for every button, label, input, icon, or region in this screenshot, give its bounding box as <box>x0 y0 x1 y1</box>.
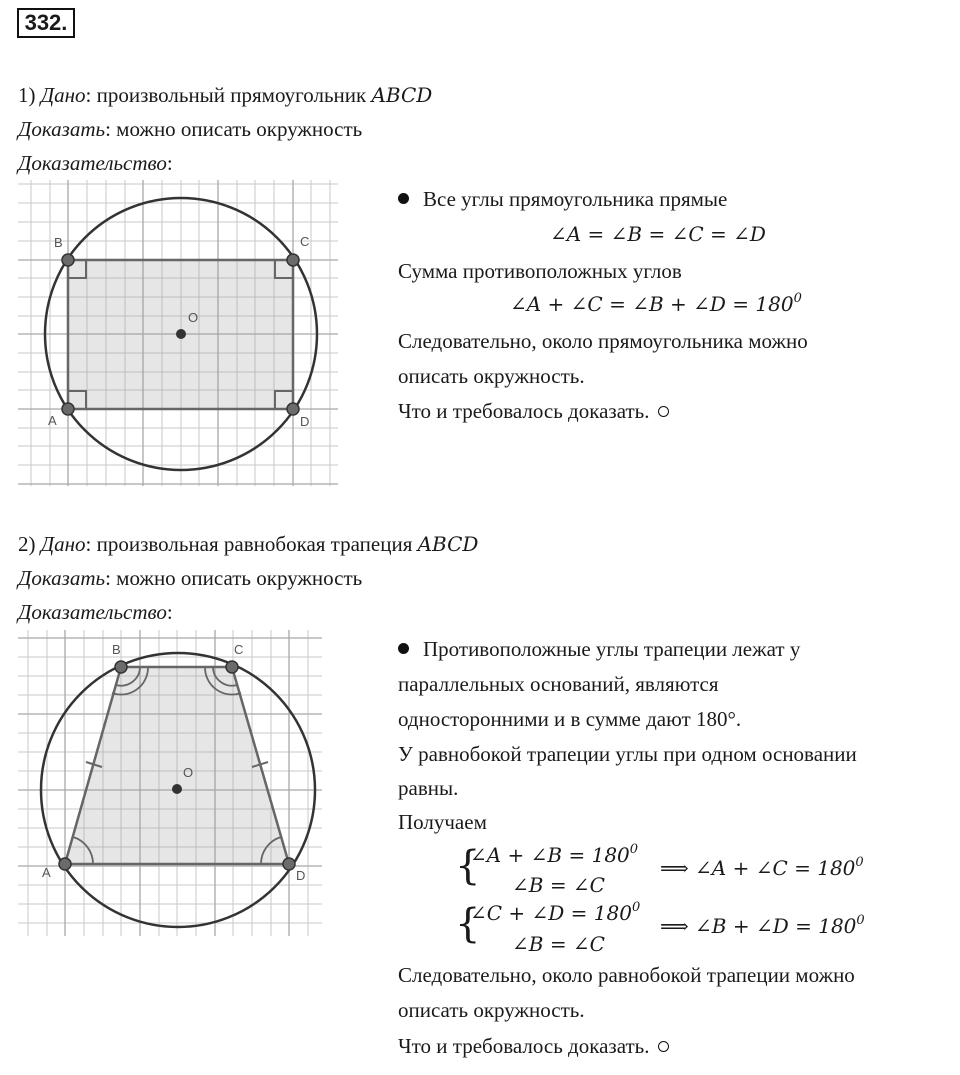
part1-prove <box>18 116 362 142</box>
part1-prove-text: : можно описать окружность <box>105 117 363 141</box>
part1-given-number: 1) <box>18 83 36 107</box>
part1-prove-label: Доказать <box>18 117 106 141</box>
part1-proof-heading <box>18 150 173 176</box>
label-d: D <box>300 414 310 429</box>
part2-line6: Получаем <box>398 810 487 834</box>
part2-given-text: : произвольная равнобокая трапеция <box>85 532 413 556</box>
part1-qed: Что и требовалось доказать. <box>398 398 669 424</box>
label-o: O <box>183 765 194 780</box>
part2-line5: равны. <box>398 776 459 800</box>
part2-proof-heading <box>18 599 173 625</box>
part2-given <box>18 531 478 557</box>
part2-prove-text: : можно описать окружность <box>105 566 363 590</box>
part1-line2: Сумма противоположных углов <box>398 259 682 283</box>
part2-line1: Противоположные углы трапеции лежат у <box>398 636 800 662</box>
qed-circle-icon <box>658 1041 669 1052</box>
part2-line8: описать окружность. <box>398 998 585 1022</box>
label-c: C <box>234 642 244 657</box>
part2-line3: односторонними и в сумме дают 180°. <box>398 707 742 731</box>
part2-line2: параллельных оснований, являются <box>398 672 719 696</box>
part1-eq2: ∠A + ∠C = ∠B + ∠D = $180^0$ <box>510 291 802 316</box>
rectangle-in-circle-figure <box>18 180 340 488</box>
system1-eq-a: ∠A + ∠B = $180^0$ <box>470 842 639 867</box>
vertex-c <box>226 661 238 673</box>
part2-line4: У равнобокой трапеции углы при одном основании <box>398 742 857 766</box>
part1-line3: Следовательно, около прямоугольника можно <box>398 329 808 353</box>
bullet-icon <box>398 193 409 204</box>
label-a: A <box>48 413 57 428</box>
part1-given <box>18 82 432 108</box>
part2-proof-colon: : <box>166 600 173 624</box>
part1-line1: Все углы прямоугольника прямые <box>398 186 727 212</box>
part2-qed: Что и требовалось доказать. <box>398 1033 669 1059</box>
part1-given-text: : произвольный прямоугольник <box>85 83 367 107</box>
part2-given-label: Дано <box>40 532 86 556</box>
part2-given-number: 2) <box>18 532 36 556</box>
system2-result: ⟹ ∠B + ∠D = $180^0$ <box>660 913 865 938</box>
label-b: B <box>112 642 121 657</box>
part1-given-label: Дано <box>40 83 86 107</box>
system1-eq-b: ∠B = ∠C <box>512 873 605 897</box>
vertex-a <box>59 858 71 870</box>
bullet-icon <box>398 643 409 654</box>
vertex-a <box>62 403 74 415</box>
vertex-b <box>62 254 74 266</box>
vertex-b <box>115 661 127 673</box>
label-o: O <box>188 310 199 325</box>
part1-line4: описать окружность. <box>398 364 585 388</box>
part1-proof-colon: : <box>166 151 173 175</box>
trapezoid-in-circle-figure <box>18 630 324 942</box>
label-b: B <box>54 235 63 250</box>
part2-given-object: ABCD <box>417 532 479 556</box>
system2-eq-a: ∠C + ∠D = $180^0$ <box>470 900 641 925</box>
part2-line7: Следовательно, около равнобокой трапеции можно <box>398 963 855 987</box>
system2-brace: { <box>455 901 481 947</box>
system1-brace: { <box>455 843 481 889</box>
vertex-d <box>283 858 295 870</box>
label-a: A <box>42 865 51 880</box>
vertex-c <box>287 254 299 266</box>
part1-proof-label: Доказательство <box>18 151 167 175</box>
center-point-o <box>176 329 186 339</box>
part2-prove-label: Доказать <box>18 566 106 590</box>
part1-eq1: ∠A = ∠B = ∠C = ∠D <box>550 222 766 246</box>
qed-circle-icon <box>658 406 669 417</box>
part2-prove <box>18 565 362 591</box>
part1-given-object: ABCD <box>371 83 433 107</box>
center-point-o <box>172 784 182 794</box>
part2-proof-label: Доказательство <box>18 600 167 624</box>
system1-result: ⟹ ∠A + ∠C = $180^0$ <box>660 855 864 880</box>
label-c: C <box>300 234 310 249</box>
vertex-d <box>287 403 299 415</box>
system2-eq-b: ∠B = ∠C <box>512 932 605 956</box>
label-d: D <box>296 868 306 883</box>
problem-number: 332. <box>17 8 75 38</box>
